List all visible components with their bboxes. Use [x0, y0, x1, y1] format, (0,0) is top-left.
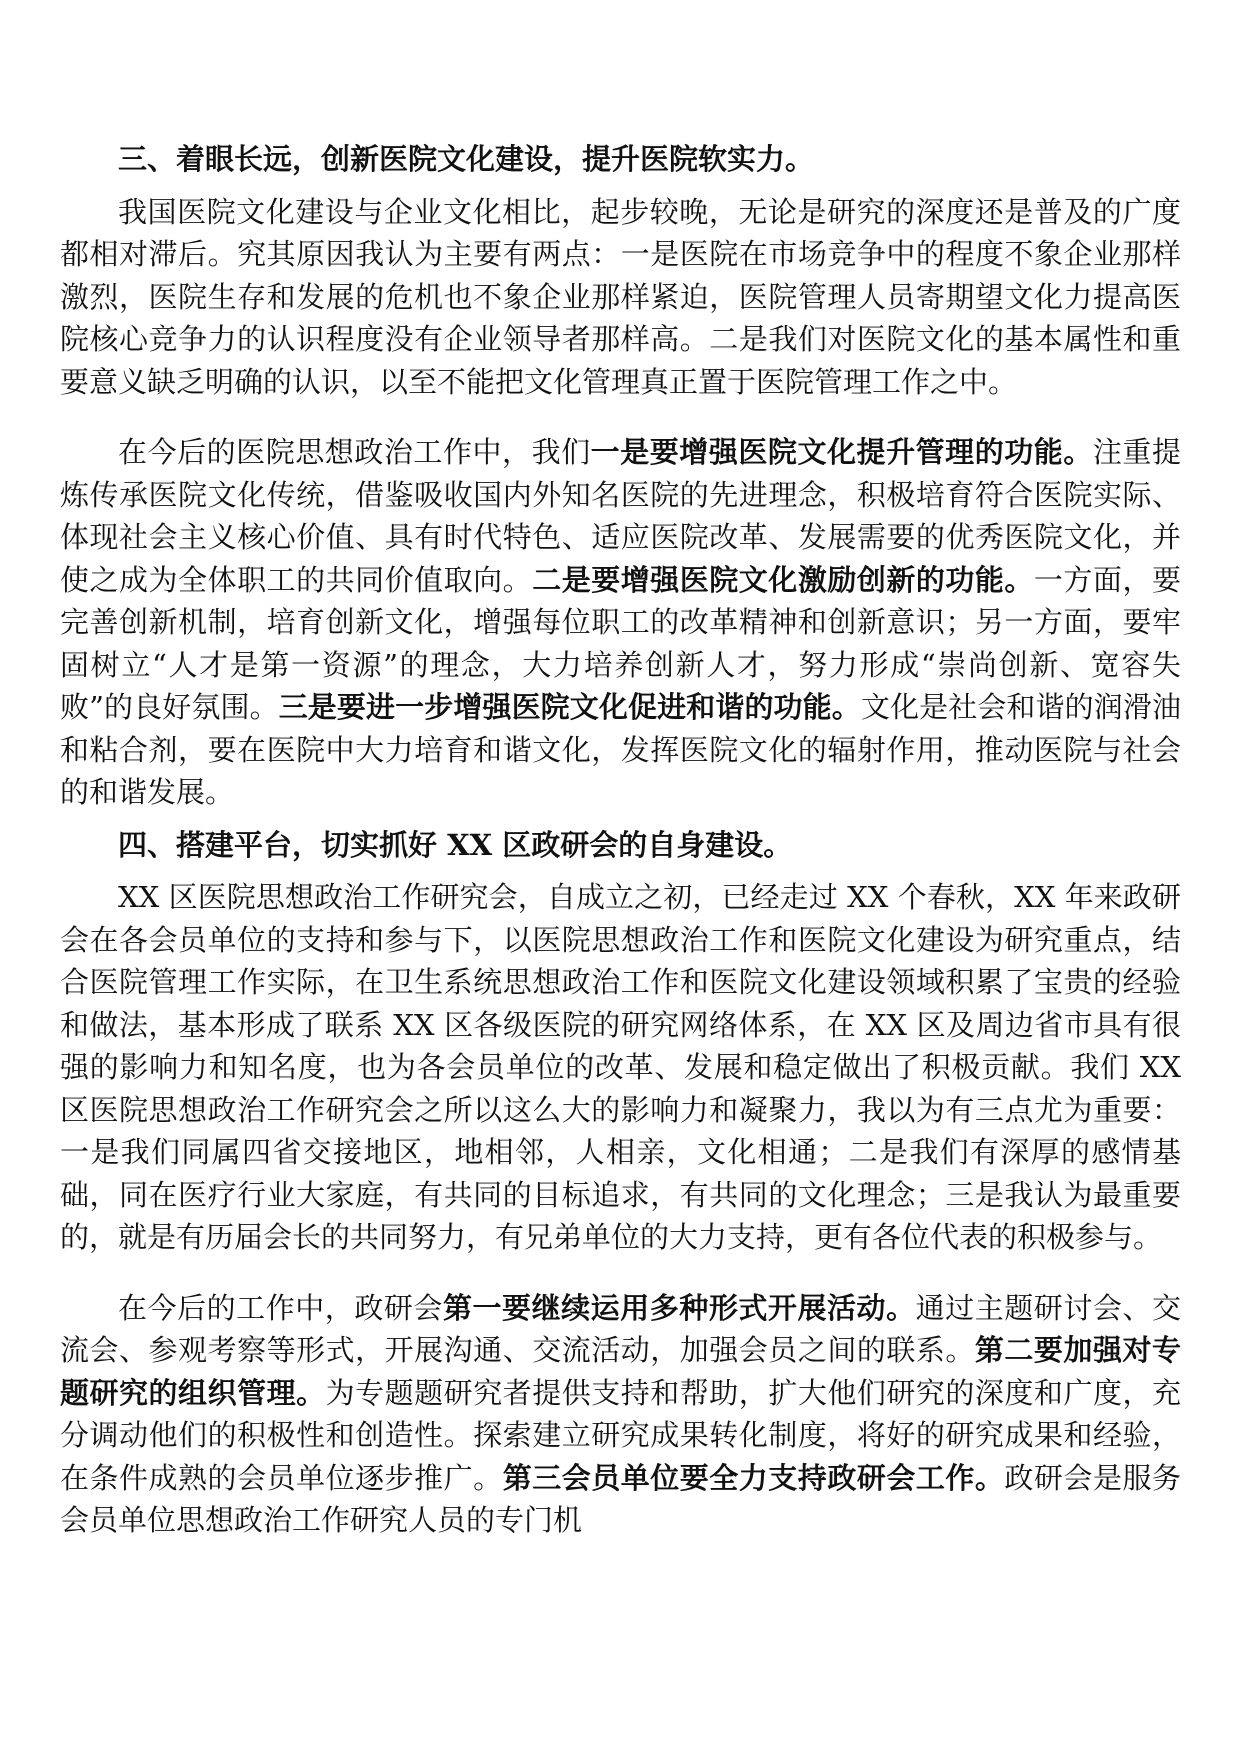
section-4-heading: 四、搭建平台，切实抓好 XX 区政研会的自身建设。	[118, 827, 793, 862]
paragraph-lead-text: 在今后的医院思想政治工作中，我们	[118, 435, 591, 469]
section-3-heading: 三、着眼长远，创新医院文化建设，提升医院软实力。	[118, 142, 815, 176]
key-point-1: 第一要继续运用多种形式开展活动。	[442, 1290, 916, 1325]
key-point-3: 第三会员单位要全力支持政研会工作。	[502, 1460, 1005, 1495]
section-3-paragraph-2	[60, 431, 1181, 814]
key-point-1-text: 注重提炼传承医院文化传统，借鉴吸收国内外知名医院的先进理念，积极培育符合医院实际、体现社会主义核心价值、具有时代特色、适应医院改革、发展需要的优秀医院文化，并使之成为全体职工的共同价值取向。	[60, 435, 1181, 597]
key-point-2: 二是要增强医院文化激励创新的功能。	[532, 562, 1034, 597]
key-point-3-text: 政研会是服务会员单位思想政治工作研究人员的专门机	[60, 1460, 1181, 1537]
section-4-paragraph-2	[60, 1287, 1181, 1542]
key-point-3: 三是要进一步增强医院文化促进和谐的功能。	[278, 690, 861, 724]
key-point-2-text: 一方面，要完善创新机制，培育创新文化，增强每位职工的改革精神和创新意识；另一方面，要牢固树立“人才是第一资源”的理念，大力培养创新人才，努力形成“崇尚创新、宽容失败”的良好氛围。	[60, 562, 1181, 724]
key-point-1: 一是要增强医院文化提升管理的功能。	[590, 435, 1093, 469]
key-point-2-text: 为专题题研究者提供支持和帮助，扩大他们研究的深度和广度，充分调动他们的积极性和创造性。探索建立研究成果转化制度，将好的研究成果和经验，在条件成熟的会员单位逐步推广。	[60, 1375, 1181, 1495]
section-4-paragraph-1: XX 区医院思想政治工作研究会，自成立之初，已经走过 XX 个春秋，XX 年来政研会在各会员单位的支持和参与下，以医院思想政治工作和医院文化建设为研究重点，结合医院管理工作实际，在卫生系统思想政治工作和医院文化建设领域积累了宝贵的经验和做法，基本形成了联系 XX 区各级医院的研究网络体系，在 XX 区及周边省市具有很强的影响力和知名度，也为各会员单位的改革、发展和稳定做出了积极贡献。我们 XX 区医院思想政治工作研究会之所以这么大的影响力和凝聚力，我以为有三点尤为重要：一是我们同属四省交接地区，地相邻，人相亲，文化相通；二是我们有深厚的感情基础，同在医疗行业大家庭，有共同的目标追求，有共同的文化理念；三是我认为最重要的，就是有历届会长的共同努力，有兄弟单位的大力支持，更有各位代表的积极参与。	[60, 880, 1181, 1254]
paragraph-lead-text: 在今后的工作中，政研会	[118, 1290, 443, 1325]
key-point-3-text: 文化是社会和谐的润滑油和粘合剂，要在医院中大力培育和谐文化，发挥医院文化的辐射作用，推动医院与社会的和谐发展。	[60, 690, 1181, 809]
key-point-1-text: 通过主题研讨会、交流会、参观考察等形式，开展沟通、交流活动，加强会员之间的联系。	[60, 1290, 1181, 1367]
section-3-paragraph-1: 我国医院文化建设与企业文化相比，起步较晚，无论是研究的深度还是普及的广度都相对滞后。究其原因我认为主要有两点：一是医院在市场竞争中的程度不象企业那样激烈，医院生存和发展的危机也不象企业那样紧迫，医院管理人员寄期望文化力提高医院核心竞争力的认识程度没有企业领导者那样高。二是我们对医院文化的基本属性和重要意义缺乏明确的认识，以至不能把文化管理真正置于医院管理工作之中。	[60, 194, 1181, 399]
key-point-2: 第二要加强对专题研究的组织管理。	[60, 1333, 1181, 1410]
